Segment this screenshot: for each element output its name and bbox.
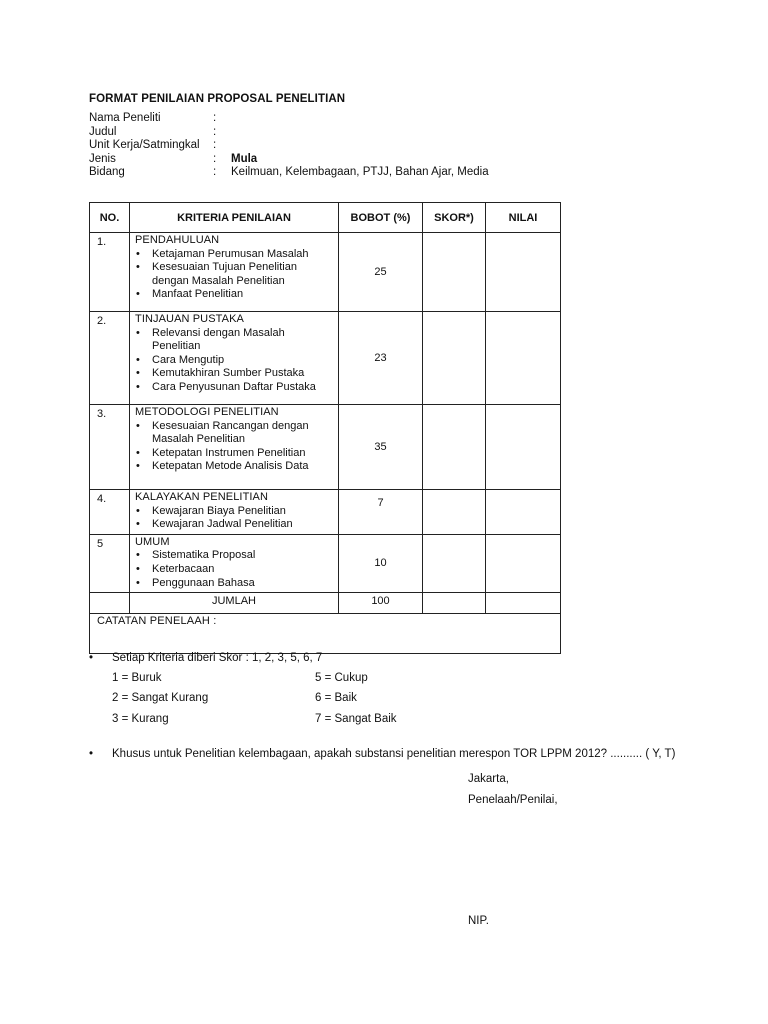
table-row — [90, 405, 561, 490]
field-colon: : — [213, 125, 217, 138]
notes-label: CATATAN PENELAAH : — [97, 615, 217, 628]
weight-cell: 7 — [339, 490, 423, 535]
table-row — [90, 490, 561, 535]
weight-cell: 35 — [339, 405, 423, 490]
list-item: • Kemutakhiran Sumber Pustaka — [135, 367, 334, 381]
scale-item: 1 = Buruk — [112, 672, 162, 684]
value-cell[interactable] — [486, 490, 561, 535]
field-label: Bidang — [89, 166, 125, 178]
list-item: • Relevansi dengan Masalah Penelitian — [135, 327, 334, 354]
row-number: 1. — [90, 233, 130, 312]
row-number: 4. — [90, 490, 130, 535]
scale-item: 7 = Sangat Baik — [315, 713, 397, 725]
col-header-score: SKOR*) — [423, 203, 486, 233]
score-cell[interactable] — [423, 405, 486, 490]
total-label: JUMLAH — [130, 593, 339, 614]
list-item: • Kewajaran Jadwal Penelitian — [135, 518, 334, 532]
scoring-info — [89, 651, 709, 761]
list-item: • Manfaat Penelitian — [135, 288, 334, 302]
field-label: Nama Peneliti — [89, 112, 161, 124]
field-colon: : — [213, 139, 217, 151]
signature-place: Jakarta, — [468, 773, 509, 785]
list-item: • Penggunaan Bahasa — [135, 577, 334, 591]
list-item: • Ketajaman Perumusan Masalah — [135, 248, 334, 262]
criteria-list — [135, 549, 334, 590]
col-header-criteria: KRITERIA PENILAIAN — [130, 203, 339, 233]
weight-cell: 25 — [339, 233, 423, 312]
row-number: 3. — [90, 405, 130, 490]
field-label: Jenis — [89, 152, 116, 165]
list-item: • Kewajaran Biaya Penelitian — [135, 505, 334, 519]
table-row — [90, 534, 561, 592]
list-item: • Cara Penyusunan Daftar Pustaka — [135, 381, 334, 395]
list-item: • Cara Mengutip — [135, 354, 334, 368]
table-row — [90, 233, 561, 312]
table-row — [90, 312, 561, 405]
criteria-list — [135, 505, 334, 532]
scale-item: 3 = Kurang — [112, 713, 169, 725]
list-item: • Ketepatan Instrumen Penelitian — [135, 447, 334, 461]
notes-row — [90, 614, 561, 654]
bullet-mark: • — [89, 748, 94, 760]
criteria-title: PENDAHULUAN — [135, 234, 220, 246]
row-number: 2. — [90, 312, 130, 405]
criteria-title: METODOLOGI PENELITIAN — [135, 406, 279, 418]
criteria-list — [135, 327, 334, 395]
signature-nip: NIP. — [468, 915, 489, 927]
total-empty-cell — [90, 593, 130, 614]
field-colon: : — [213, 112, 217, 124]
assessment-table — [89, 202, 561, 654]
field-value: Keilmuan, Kelembagaan, PTJJ, Bahan Ajar, Media — [231, 166, 489, 178]
score-cell[interactable] — [423, 534, 486, 592]
total-score-cell[interactable] — [423, 593, 486, 614]
list-item: • Kesesuaian Tujuan Penelitian dengan Masalah Penelitian — [135, 261, 334, 288]
bullet-mark: • — [89, 652, 94, 664]
list-item: • Ketepatan Metode Analisis Data — [135, 460, 334, 474]
field-colon: : — [213, 152, 217, 165]
lppm-question-text: Khusus untuk Penelitian kelembagaan, apakah substansi penelitian merespon TOR LPPM 2012? .......... ( Y, T) — [112, 748, 676, 760]
col-header-value: NILAI — [486, 203, 561, 233]
criteria-title: UMUM — [135, 535, 170, 548]
criteria-cell — [130, 490, 339, 535]
row-number: 5 — [90, 534, 130, 592]
lppm-question — [89, 747, 709, 761]
criteria-cell — [130, 312, 339, 405]
signature-role: Penelaah/Penilai, — [468, 794, 558, 806]
scoring-intro-text: Setiap Kriteria diberi Skor : 1, 2, 3, 5, 6, 7 — [112, 652, 323, 664]
weight-cell: 23 — [339, 312, 423, 405]
score-cell[interactable] — [423, 233, 486, 312]
total-row — [90, 593, 561, 614]
score-cell[interactable] — [423, 312, 486, 405]
criteria-title: TINJAUAN PUSTAKA — [135, 313, 244, 325]
total-value-cell[interactable] — [486, 593, 561, 614]
scale-item: 2 = Sangat Kurang — [112, 692, 209, 704]
scale-item: 5 = Cukup — [315, 672, 368, 684]
field-value: Mula — [231, 152, 258, 165]
criteria-cell — [130, 405, 339, 490]
field-label: Unit Kerja/Satmingkal — [89, 139, 200, 151]
col-header-weight: BOBOT (%) — [339, 203, 423, 233]
value-cell[interactable] — [486, 233, 561, 312]
criteria-cell — [130, 534, 339, 592]
total-weight: 100 — [339, 593, 423, 614]
criteria-title: KALAYAKAN PENELITIAN — [135, 491, 269, 503]
score-cell[interactable] — [423, 490, 486, 535]
list-item: • Sistematika Proposal — [135, 549, 334, 563]
list-item: • Kesesuaian Rancangan dengan Masalah Penelitian — [135, 420, 334, 447]
document-title: FORMAT PENILAIAN PROPOSAL PENELITIAN — [89, 93, 346, 105]
reviewer-notes[interactable] — [90, 614, 561, 654]
value-cell[interactable] — [486, 534, 561, 592]
field-label: Judul — [89, 125, 117, 138]
field-colon: : — [213, 166, 217, 178]
table-header-row — [90, 203, 561, 233]
scoring-intro — [89, 651, 709, 665]
criteria-list — [135, 420, 334, 474]
scale-item: 6 = Baik — [315, 692, 357, 704]
value-cell[interactable] — [486, 405, 561, 490]
value-cell[interactable] — [486, 312, 561, 405]
score-scale — [89, 672, 709, 732]
criteria-cell — [130, 233, 339, 312]
criteria-list — [135, 248, 334, 302]
weight-cell: 10 — [339, 534, 423, 592]
col-header-no: NO. — [90, 203, 130, 233]
list-item: • Keterbacaan — [135, 563, 334, 577]
